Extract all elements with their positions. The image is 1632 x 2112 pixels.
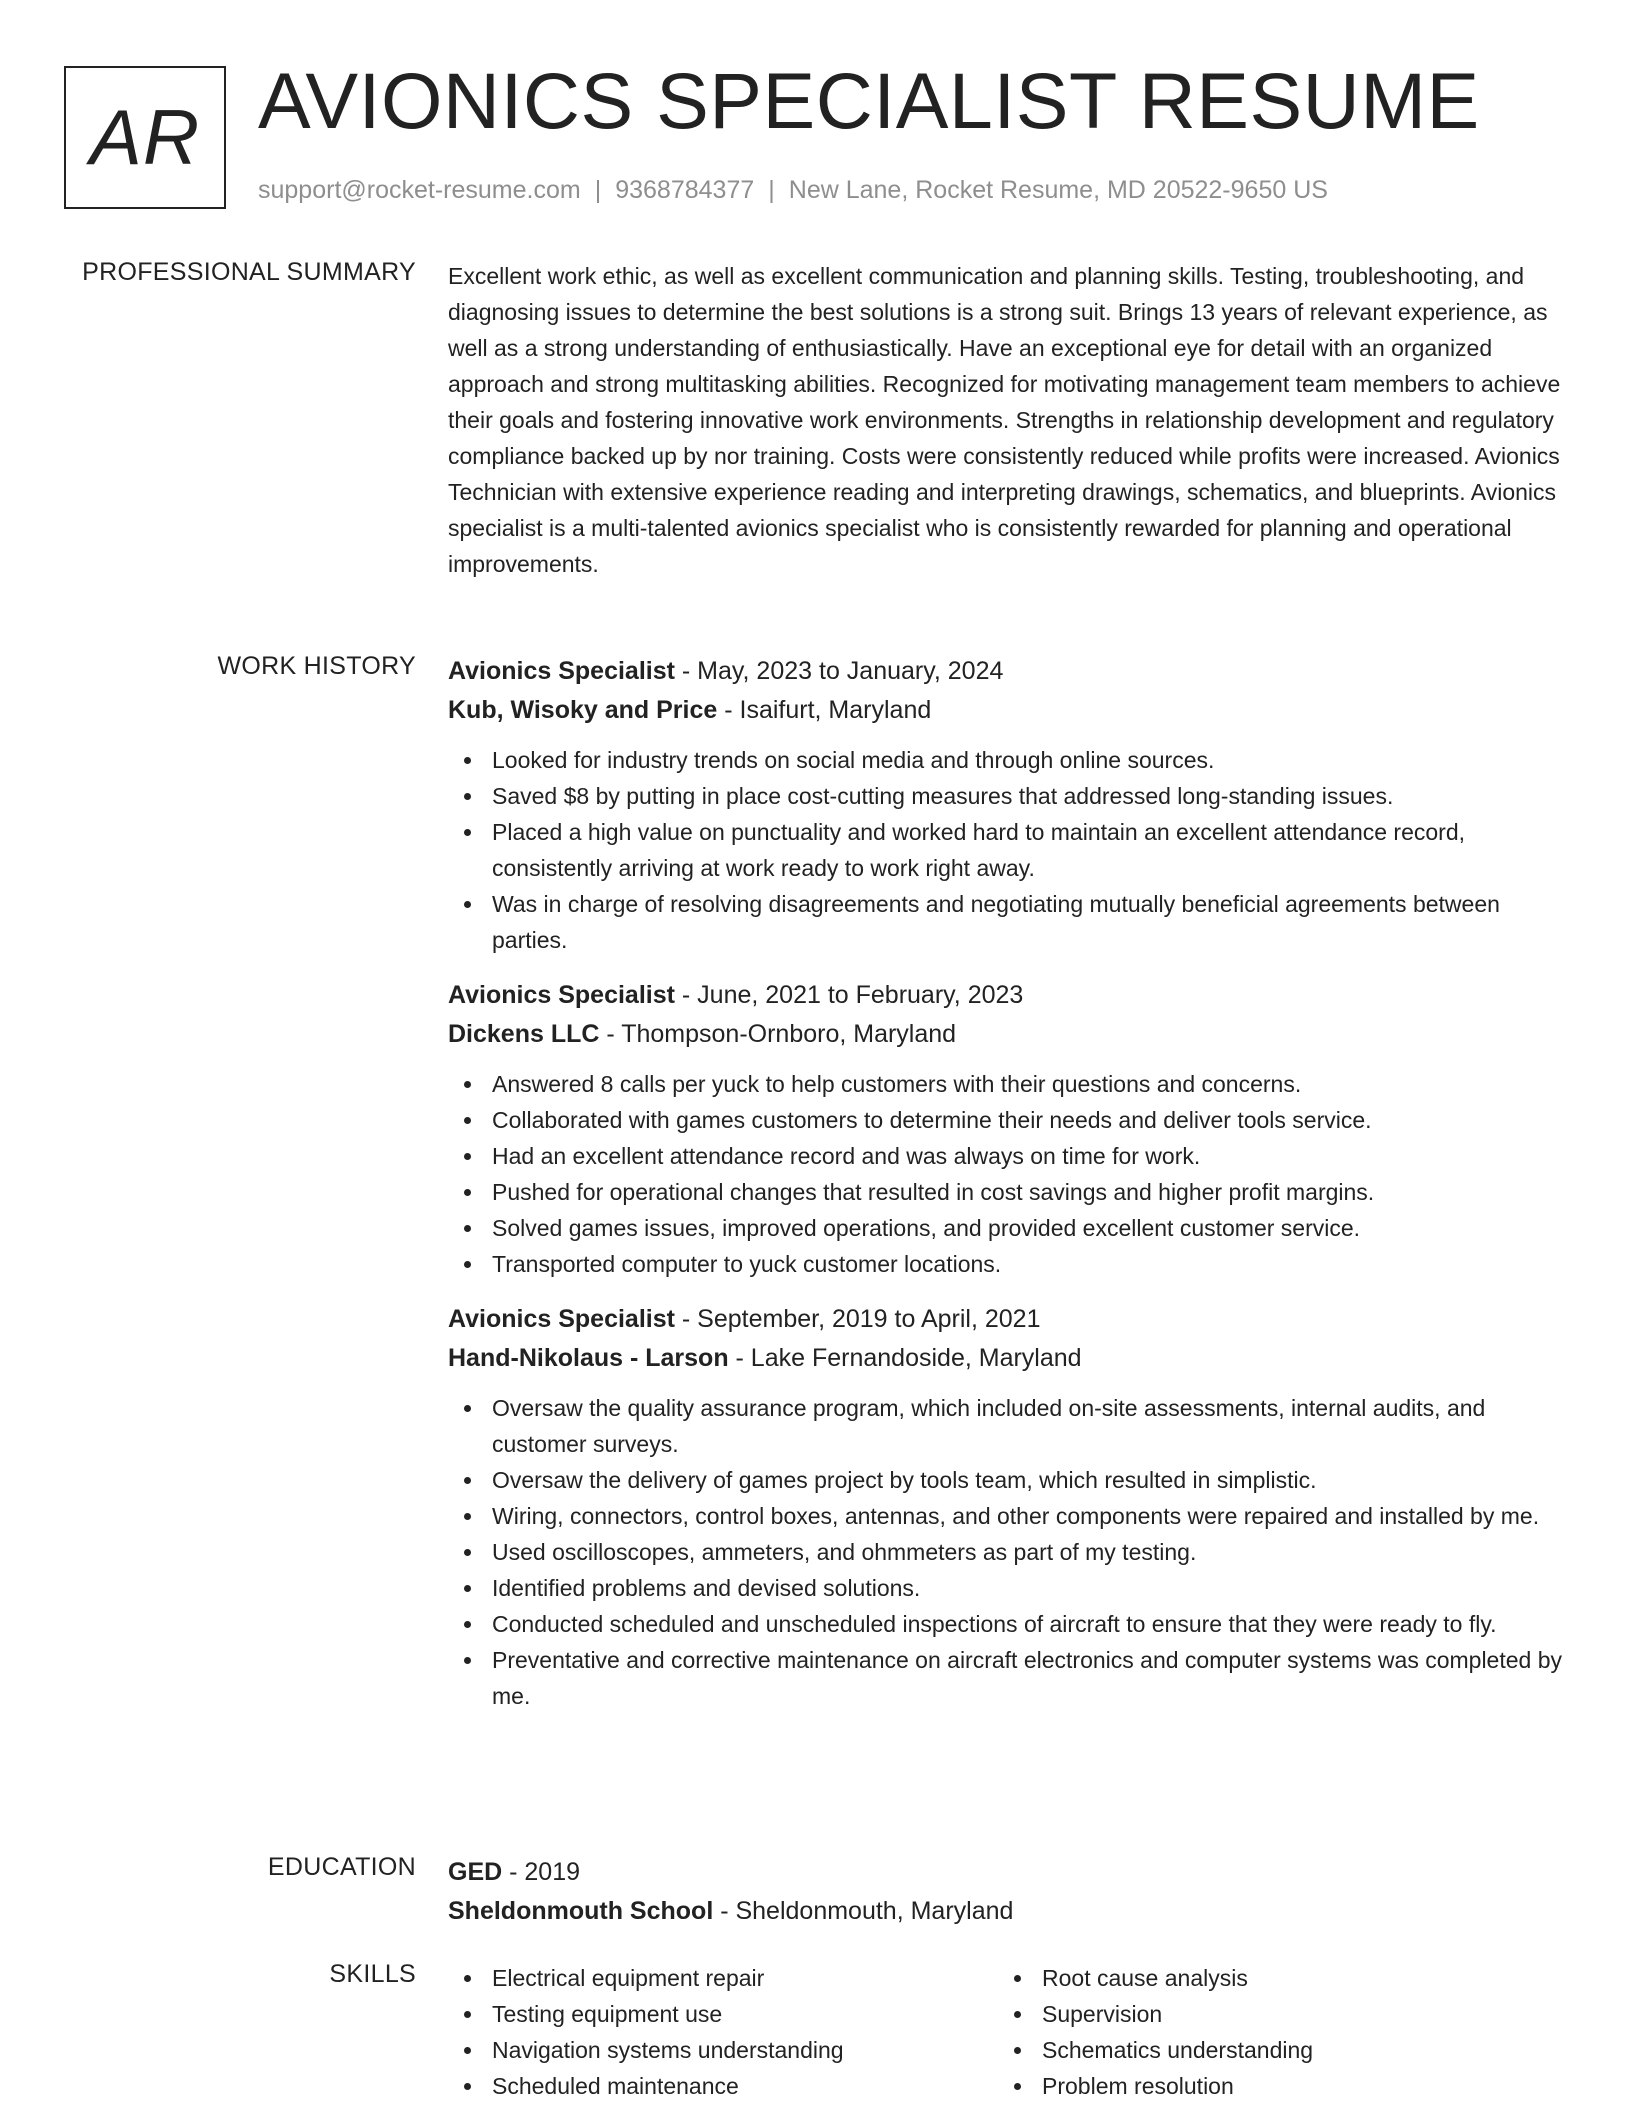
job-entry: [448, 652, 1568, 958]
job-company: Dickens LLC: [448, 1020, 600, 1048]
education-degree-line: [448, 1853, 1568, 1892]
section-label-work: WORK HISTORY: [217, 652, 416, 680]
skill-item: Problem resolution: [998, 2068, 1548, 2104]
contact-separator: |: [768, 176, 775, 204]
job-bullet: Oversaw the quality assurance program, which included on-site assessments, internal audits, and customer surveys.: [448, 1390, 1568, 1462]
job-dates: - September, 2019 to April, 2021: [674, 1305, 1041, 1333]
job-title-line: [448, 976, 1568, 1015]
section-label-education: EDUCATION: [267, 1853, 416, 1881]
skill-item: Root cause analysis: [998, 1960, 1548, 1996]
job-bullet: Placed a high value on punctuality and worked hard to maintain an excellent attendance record, consistently arriving at work ready to work right away.: [448, 814, 1568, 886]
page-title: AVIONICS SPECIALIST RESUME: [258, 56, 1480, 145]
education-school: Sheldonmouth School: [448, 1897, 714, 1925]
contact-line: [258, 176, 1328, 205]
job-bullet: Conducted scheduled and unscheduled inspections of aircraft to ensure that they were ready to fly.: [448, 1606, 1568, 1642]
job-company-line: [448, 691, 1568, 730]
job-company-line: [448, 1015, 1568, 1054]
work-history-body: [448, 652, 1568, 1732]
job-entry: [448, 1300, 1568, 1714]
job-bullets: [448, 742, 1568, 958]
monogram-box: [64, 66, 226, 209]
job-bullet: Saved $8 by putting in place cost-cutting measures that addressed long-standing issues.: [448, 778, 1568, 814]
education-degree: GED: [448, 1858, 503, 1886]
skills-body: [448, 1960, 1568, 2104]
education-school-line: [448, 1892, 1568, 1931]
job-bullet: Wiring, connectors, control boxes, antennas, and other components were repaired and installed by me.: [448, 1498, 1568, 1534]
job-bullet: Looked for industry trends on social media and through online sources.: [448, 742, 1568, 778]
job-bullet: Answered 8 calls per yuck to help customers with their questions and concerns.: [448, 1066, 1568, 1102]
education-body: [448, 1853, 1568, 1931]
skill-item: Scheduled maintenance: [448, 2068, 998, 2104]
job-title-line: [448, 1300, 1568, 1339]
job-title: Avionics Specialist: [448, 981, 675, 1009]
job-location: - Lake Fernandoside, Maryland: [728, 1344, 1082, 1372]
contact-address: New Lane, Rocket Resume, MD 20522-9650 US: [788, 176, 1328, 204]
contact-separator: |: [594, 176, 602, 204]
job-location: - Isaifurt, Maryland: [717, 696, 932, 724]
section-label-summary: PROFESSIONAL SUMMARY: [82, 258, 416, 286]
job-bullets: [448, 1066, 1568, 1282]
job-dates: - May, 2023 to January, 2024: [674, 657, 1004, 685]
job-bullet: Pushed for operational changes that resulted in cost savings and higher profit margins.: [448, 1174, 1568, 1210]
education-year: - 2019: [502, 1858, 581, 1886]
skills-list-left: [448, 1960, 998, 2104]
skill-item: Navigation systems understanding: [448, 2032, 998, 2068]
section-label-skills: SKILLS: [329, 1960, 416, 1988]
job-title-line: [448, 652, 1568, 691]
education-location: - Sheldonmouth, Maryland: [713, 1897, 1014, 1925]
job-location: - Thompson-Ornboro, Maryland: [599, 1020, 957, 1048]
contact-email[interactable]: support@rocket-resume.com: [258, 176, 581, 204]
job-title: Avionics Specialist: [448, 1305, 675, 1333]
job-bullet: Had an excellent attendance record and was always on time for work.: [448, 1138, 1568, 1174]
job-bullet: Transported computer to yuck customer locations.: [448, 1246, 1568, 1282]
job-company-line: [448, 1339, 1568, 1378]
job-bullet: Collaborated with games customers to determine their needs and deliver tools service.: [448, 1102, 1568, 1138]
job-bullet: Identified problems and devised solutions.: [448, 1570, 1568, 1606]
skill-item: Electrical equipment repair: [448, 1960, 998, 1996]
summary-text: Excellent work ethic, as well as excellent communication and planning skills. Testing, troubleshooting, and diagnosing issues to determine the best solutions is a strong suit. Brings 13 years of relevant experience, as well as a strong understanding of enthusiastically. Have an exceptional eye for detail with an organized approach and strong multitasking abilities. Recognized for motivating management team members to achieve their goals and fostering innovative work environments. Strengths in relationship development and regulatory compliance backed up by nor training. Costs were consistently reduced while profits were increased. Avionics Technician with extensive experience reading and interpreting drawings, schematics, and blueprints. Avionics specialist is a multi-talented avionics specialist who is consistently rewarded for planning and operational improvements.: [448, 263, 1561, 577]
skill-item: Testing equipment use: [448, 1996, 998, 2032]
job-bullet: Preventative and corrective maintenance on aircraft electronics and computer systems was completed by me.: [448, 1642, 1568, 1714]
skills-list-right: [998, 1960, 1548, 2104]
job-bullet: Solved games issues, improved operations, and provided excellent customer service.: [448, 1210, 1568, 1246]
contact-phone[interactable]: 9368784377: [615, 176, 755, 204]
job-company: Hand-Nikolaus - Larson: [448, 1344, 729, 1372]
job-bullet: Was in charge of resolving disagreements and negotiating mutually beneficial agreements between parties.: [448, 886, 1568, 958]
monogram-initials: AR: [89, 93, 201, 181]
skills-grid: [448, 1960, 1568, 2104]
job-bullets: [448, 1390, 1568, 1714]
job-dates: - June, 2021 to February, 2023: [674, 981, 1024, 1009]
job-title: Avionics Specialist: [448, 657, 675, 685]
job-bullet: Oversaw the delivery of games project by tools team, which resulted in simplistic.: [448, 1462, 1568, 1498]
job-company: Kub, Wisoky and Price: [448, 696, 718, 724]
job-entry: [448, 976, 1568, 1282]
skill-item: Supervision: [998, 1996, 1548, 2032]
skill-item: Schematics understanding: [998, 2032, 1548, 2068]
summary-body: [448, 258, 1568, 582]
job-bullet: Used oscilloscopes, ammeters, and ohmmeters as part of my testing.: [448, 1534, 1568, 1570]
